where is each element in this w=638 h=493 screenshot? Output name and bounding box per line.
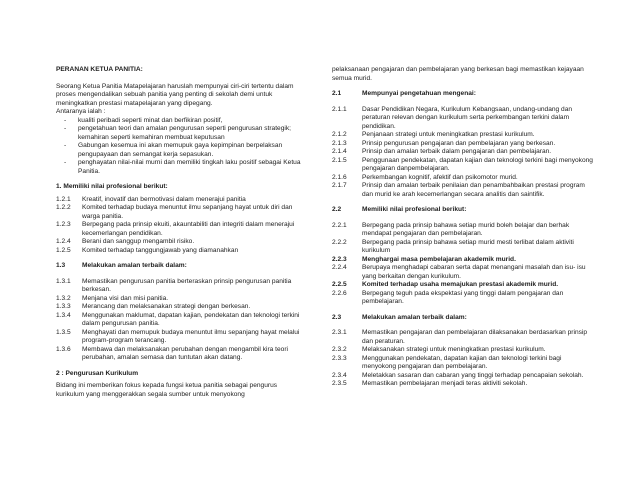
list-item: 1.2.3 Berpegang pada prinsip ekuiti, akauntabiliti dan integriti dalam menerajui kecemerlangan pendidikan. (56, 221, 295, 237)
list-item: 2.2.6 Berpegang teguh pada ekspektasi yang tinggi dalam pengajaran dan pembelajaran. (332, 289, 564, 305)
list-item: 1.3.6 Membawa dan melaksanakan perubahan dengan mengambil kira teori perubahan, amalan semasa dan tuntutan akan datang. (56, 345, 288, 361)
list-item: 1.3.5 Menghayati dan memupuk budaya menuntut ilmu sepanjang hayat melalui program-program terancang. (56, 328, 300, 344)
right-column (332, 66, 594, 389)
list-item: 2.1.1 Dasar Pendidikan Negara, Kurikulum Kebangsaan, undang-undang dan peraturan relevan dengan kurikulum serta perkembangan terkini dalam pendidikan. (332, 105, 573, 130)
section-paragraph: Bidang ini memberikan fokus kepada fungsi ketua panitia sebagai pengurus kurikulum yang menggerakkan segala sumber untuk menyokong (56, 382, 278, 398)
antara-label: Antaranya ialah : (56, 108, 106, 115)
intro-paragraph: Seorang Ketua Panitia Matapelajaran haruslah mempunyai ciri-ciri tertentu dalam proses mengendalikan sebuah panitia yang penting di sekolah demi untuk meningkatkan prestasi matapelajaran yang dipegang. (56, 82, 294, 107)
list-item: 2.1.2 Penjanaan strategi untuk meningkatkan prestasi kurikulum. (332, 131, 535, 138)
list-item: 1.2.1 Kreatif, inovatif dan bermotivasi dalam menerajui panitia (56, 195, 246, 203)
list-item: 2.1.3 Prinsip pengurusan pengajaran dan pembelajaran yang berkesan. (332, 139, 556, 147)
bullet-item: - Gabungan kesemua ini akan memupuk gaya kepimpinan berpelaksan pengupayaan dan semangat kerja sepasukan. (64, 142, 283, 158)
list-item: 2.3.1 Memastikan pengajaran dan pembelajaran dilaksanakan berdasarkan prinsip dan peraturan. (332, 329, 588, 345)
list-item: 2.1.4 Prinsip dan amalan terbaik dalam pengajaran dan pembelajaran. (332, 148, 552, 155)
list-item: 2.3.3 Menggunakan pendekatan, dapatan kajian dan teknologi terkini bagi menyokong pengajaran dan pembelajaran. (332, 354, 562, 370)
list-item: 2.3.2 Melaksanakan strategi untuk meningkatkan prestasi kurikulum. (332, 346, 546, 353)
list-item: 1.3.1 Memastikan pengurusan panitia berteraskan prinsip pengurusan panitia berkesan. (56, 277, 292, 293)
list-item: 1.3.4 Menggunakan maklumat, dapatan kajian, pendekatan dan teknologi terkini dalam pengurusan panitia. (56, 311, 300, 327)
left-column (56, 66, 306, 399)
list-item: 1.2.5 Komited terhadap tanggungjawab yang diamanahkan (56, 246, 239, 254)
bullet-item: - penghayatan nilai-nilai murni dan memiliki tingkah laku positif sebagai Ketua Panitia. (64, 159, 301, 175)
section-heading: 2.1 Mempunyai pengetahuan mengenai: (332, 90, 476, 97)
list-item: 1.3.3 Merancang dan melaksanakan strategi dengan berkesan. (56, 303, 251, 310)
list-item: 2.2.2 Berpegang pada prinsip bahawa setiap murid mesti terlibat dalam aktiviti kurikulum (332, 238, 574, 254)
section-heading: 2 : Pengurusan Kurikulum (56, 369, 139, 377)
list-item: 2.1.7 Prinsip dan amalan terbaik penilaian dan penambahbaikan prestasi program dan murid ke arah kecemerlangan secara analitis dan saintifik. (332, 182, 585, 198)
list-item: 1.3.2 Menjana visi dan misi panitia. (56, 294, 169, 302)
list-item: 2.3.5 Memastikan pembelajaran menjadi teras aktiviti sekolah. (332, 380, 528, 387)
list-item: 2.2.4 Berupaya menghadapi cabaran serta dapat menangani masalah dan isu- isu yang berkaitan dengan kurikulum. (332, 264, 586, 280)
bullet-item: - kualiti peribadi seperti minat dan berfikiran positif, (64, 116, 223, 124)
section-heading: 1. Memiliki nilai profesional berikut: (56, 183, 168, 190)
section-heading: 2.2 Memiliki nilai profesional berikut: (332, 206, 467, 213)
bullet-item: - pengetahuan teori dan amalan pengurusan seperti pengurusan strategik; kemahiran seperti kemahiran membuat keputusan (64, 125, 291, 141)
list-item: 1.2.2 Komited terhadap budaya menuntut ilmu sepanjang hayat untuk diri dan warga panitia. (56, 204, 293, 220)
continued-paragraph: pelaksanaan pengajaran dan pembelajaran yang berkesan bagi memastikan kejayaan semua murid. (332, 66, 584, 82)
list-item: 2.1.6 Perkembangan kognitif, afektif dan psikomotor murid. (332, 173, 518, 181)
list-item: 2.2.3 Menghargai masa pembelajaran akademik murid. (332, 255, 516, 263)
list-item: 2.3.4 Meletakkan sasaran dan cabaran yang tinggi terhadap pencapaian sekolah. (332, 371, 584, 379)
list-item: 2.1.5 Penggunaan pendekatan, dapatan kajian dan teknologi terkini bagi menyokong pengajaran danpembelajaran. (332, 156, 593, 172)
section-heading: 2.3 Melakukan amalan terbaik dalam: (332, 313, 467, 321)
doc-title: PERANAN KETUA PANITIA: (56, 66, 143, 73)
list-item: 2.2.5 Komited terhadap usaha memajukan prestasi akademik murid. (332, 281, 559, 288)
section-heading: 1.3 Melakukan amalan terbaik dalam: (56, 262, 187, 269)
list-item: 2.2.1 Berpegang pada prinsip bahawa setiap murid boleh belajar dan berhak mendapat pengajaran dan pembelajaran. (332, 221, 570, 237)
list-item: 1.2.4 Berani dan sanggup mengambil risiko. (56, 238, 195, 245)
